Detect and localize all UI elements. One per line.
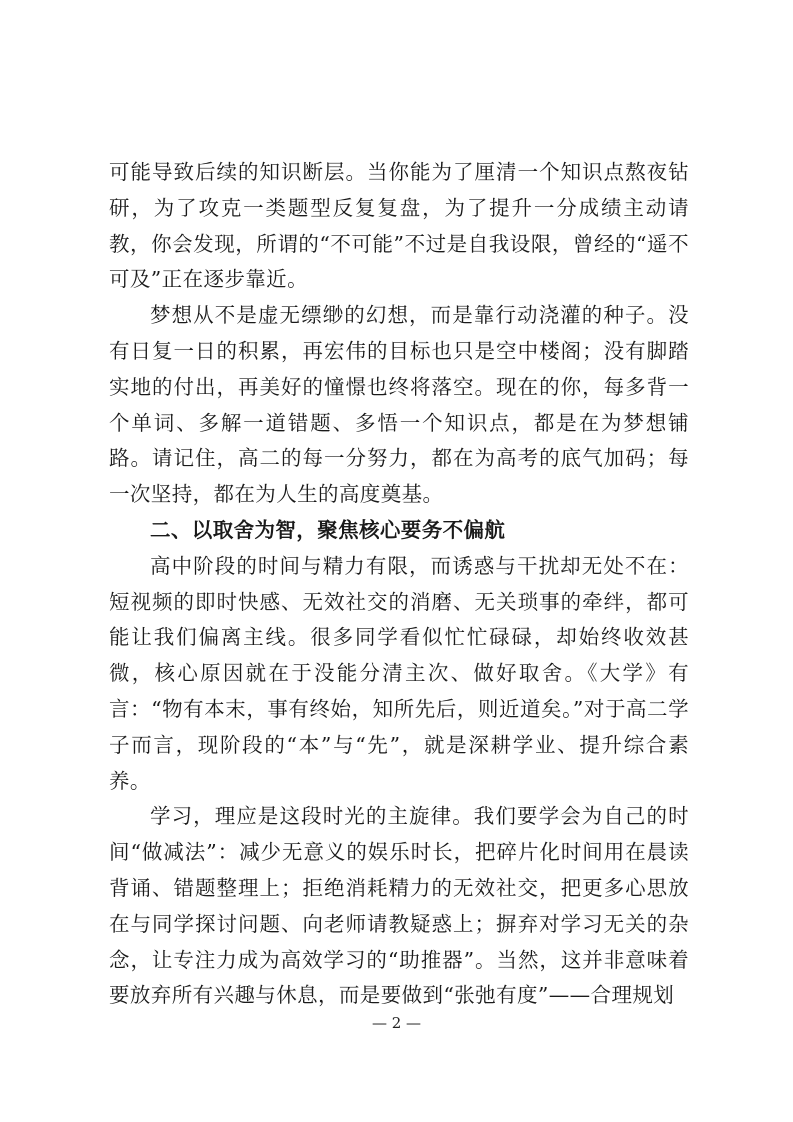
paragraph-study: 学习，理应是这段时光的主旋律。我们要学会为自己的时间“做减法”：减少无意义的娱乐时长，把碎片化时间用在晨读背诵、错题整理上；拒绝消耗精力的无效社交，把更多心思放在与同学探讨问题、向老师请教疑惑上；摒弃对学习无关的杂念，让专注力成为高效学习的“助推器”。当然，这并非意味着要放弃所有兴趣与休息，而是要做到“张弛有度”——合理规划 — [109, 804, 689, 1008]
page-number: — 2 — — [371, 1014, 422, 1032]
paragraph-dream: 梦想从不是虚无缥缈的幻想，而是靠行动浇灌的种子。没有日复一日的积累，再宏伟的目标也只是空中楼阁；没有脚踏实地的付出，再美好的憧憬也终将落空。现在的你，每多背一个单词、多解一道错题、多悟一个知识点，都是在为梦想铺路。请记住，高二的每一分努力，都在为高考的底气加码；每一次坚持，都在为人生的高度奠基。 — [109, 303, 689, 507]
paragraph-continuation: 可能导致后续的知识断层。当你能为了厘清一个知识点熬夜钻研，为了攻克一类题型反复复盘，为了提升一分成绩主动请教，你会发现，所谓的“不可能”不过是自我设限，曾经的“遥不可及”正在逐步靠近。 — [109, 160, 689, 292]
section-heading: 二、以取舍为智，聚焦核心要务不偏航 — [150, 517, 506, 542]
paragraph-focus: 高中阶段的时间与精力有限，而诱惑与干扰却无处不在：短视频的即时快感、无效社交的消磨、无关琐事的牵绊，都可能让我们偏离主线。很多同学看似忙忙碌碌，却始终收效甚微，核心原因就在于没能分清主次、做好取舍。《大学》有言：“物有本末，事有终始，知所先后，则近道矣。”对于高二学子而言，现阶段的“本”与“先”，就是深耕学业、提升综合素养。 — [109, 553, 689, 793]
document-body — [109, 155, 689, 1014]
